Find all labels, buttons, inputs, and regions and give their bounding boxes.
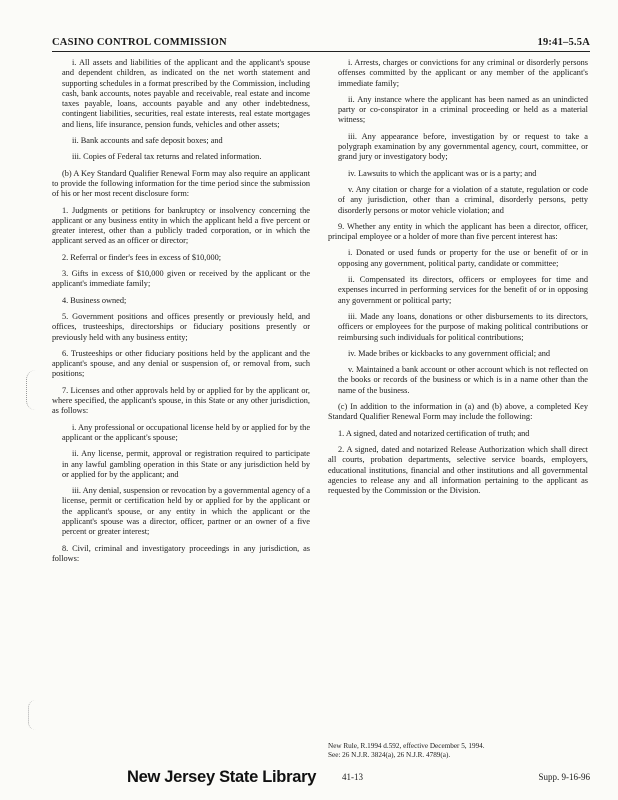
paragraph: 7. Licenses and other approvals held by or applied for by the applicant or, where specified, the applicant's spouse, in this State or any other jurisdiction, as follows: (52, 385, 310, 416)
paragraph: iii. Made any loans, donations or other disbursements to its directors, officers or employees for the purpose of making political contributions or reimbursing such individuals for political contributions; (338, 311, 588, 342)
paragraph: i. Arrests, charges or convictions for any criminal or disorderly persons offenses committed by the applicant or any member of the applicant's immediate family; (338, 58, 588, 88)
punch-hole-mark (26, 370, 45, 410)
page-number: 41-13 (342, 772, 363, 782)
paragraph: 9. Whether any entity in which the applicant has been a director, officer, principal employee or a holder of more than five percent interest has: (328, 221, 588, 242)
paragraph: iv. Made bribes or kickbacks to any government official; and (348, 348, 551, 358)
header-rule (52, 51, 590, 52)
paragraph: iv. Lawsuits to which the applicant was or is a party; and (348, 168, 537, 178)
library-stamp: New Jersey State Library (127, 768, 317, 786)
paragraph: iii. Copies of Federal tax returns and related information. (72, 152, 262, 162)
paragraph: i. Any professional or occupational license held by or applied for by the applicant or the applicant's spouse; (62, 422, 311, 442)
section-number: 19:41–5.5A (537, 37, 590, 48)
paragraph: iii. Any denial, suspension or revocation by a governmental agency of a license, permit or certification held by or applied for by the applicant or the applicant's spouse, or any entity in which the applicant or the applicant's spouse was a director, officer, partner or an owner of a five percent or greater interest; (62, 486, 311, 537)
paragraph: 1. A signed, dated and notarized certification of truth; and (338, 428, 530, 438)
paragraph: ii. Any license, permit, approval or registration required to participate in any lawful gambling operation in this State or any jurisdiction held by or applied for by the applicant; and (62, 449, 310, 479)
paragraph: 4. Business owned; (62, 295, 127, 305)
paragraph: v. Any citation or charge for a violation of a statute, regulation or code of any jurisdiction, other than a criminal, disorderly persons, petty disorderly persons or motor vehicle violation; and (338, 184, 588, 215)
punch-hole-mark (28, 700, 43, 730)
paragraph: i. Donated or used funds or property for the use or benefit of or in opposing any government, political party, candidate or committee; (338, 248, 588, 268)
paragraph: iii. Any appearance before, investigation by or request to take a polygraph examination by any governmental agency, court, committee, or grand jury or investigatory body; (338, 131, 588, 162)
paragraph: i. All assets and liabilities of the applicant and the applicant's spouse and dependent children, as indicated on the net worth statement and supporting schedules in a format prescribed by the Commission, including cash, bank accounts, notes payable and receivable, real estate and income taxes payable, loans, accounts payable and any other indebtedness, contingent liabilities, securities, real estate interests, real estate mortgages and liens, life insurance, pension funds, vehicles and other assets; (62, 58, 310, 129)
paragraph: 2. A signed, dated and notarized Release Authorization which shall direct all courts, probation departments, selective service boards, employers, educational institutions, financial and other institutions and all governmental agencies to release any and all information pertaining to the applicant as requested by the Commission or the Division. (328, 444, 588, 496)
running-header (52, 37, 590, 48)
page-footer (52, 768, 590, 788)
paragraph: v. Maintained a bank account or other account which is not reflected on the books or records of the business or which is in a name other than the name of the business. (338, 365, 588, 395)
paragraph: (c) In addition to the information in (a) and (b) above, a completed Key Standard Qualifier Renewal Form may include the following: (328, 402, 588, 422)
history-note (328, 742, 590, 760)
header-title: CASINO CONTROL COMMISSION (52, 37, 227, 48)
right-column (328, 58, 588, 502)
paragraph: ii. Bank accounts and safe deposit boxes; and (72, 136, 223, 146)
left-column (52, 58, 310, 570)
paragraph: 8. Civil, criminal and investigatory proceedings in any jurisdiction, as follows: (52, 543, 310, 563)
paragraph: 6. Trusteeships or other fiduciary positions held by the applicant and the applicant's spouse, and any denial or suspension of, or removal from, such positions; (52, 348, 310, 379)
paragraph: 3. Gifts in excess of $10,000 given or received by the applicant or the applicant's immediate family; (52, 269, 310, 289)
paragraph: 5. Government positions and offices presently or previously held, and offices, trusteeships, directorships or fiduciary positions presently or previously held with any business entity; (52, 311, 310, 342)
paragraph: 1. Judgments or petitions for bankruptcy or insolvency concerning the applicant or any business entity in which the applicant held a five percent or greater interest, other than a publicly traded corporation, or in which the applicant served as an officer or director; (52, 205, 310, 246)
paragraph: (b) A Key Standard Qualifier Renewal Form may also require an applicant to provide the following information for the time period since the submission of his or her most recent disclosure form: (52, 168, 310, 199)
history-note-line: See: 26 N.J.R. 3824(a), 26 N.J.R. 4789(a). (328, 751, 451, 759)
supplement-date: Supp. 9-16-96 (538, 772, 590, 782)
paragraph: 2. Referral or finder's fees in excess of $10,000; (62, 252, 222, 262)
paragraph: ii. Any instance where the applicant has been named as an unindicted party or co-conspirator in a criminal proceeding or held as a material witness; (338, 94, 588, 125)
history-note-line: New Rule, R.1994 d.592, effective December 5, 1994. (328, 742, 485, 750)
paragraph: ii. Compensated its directors, officers or employees for time and expenses incurred in performing services for the benefit of or in opposing any government or political party; (338, 275, 588, 305)
